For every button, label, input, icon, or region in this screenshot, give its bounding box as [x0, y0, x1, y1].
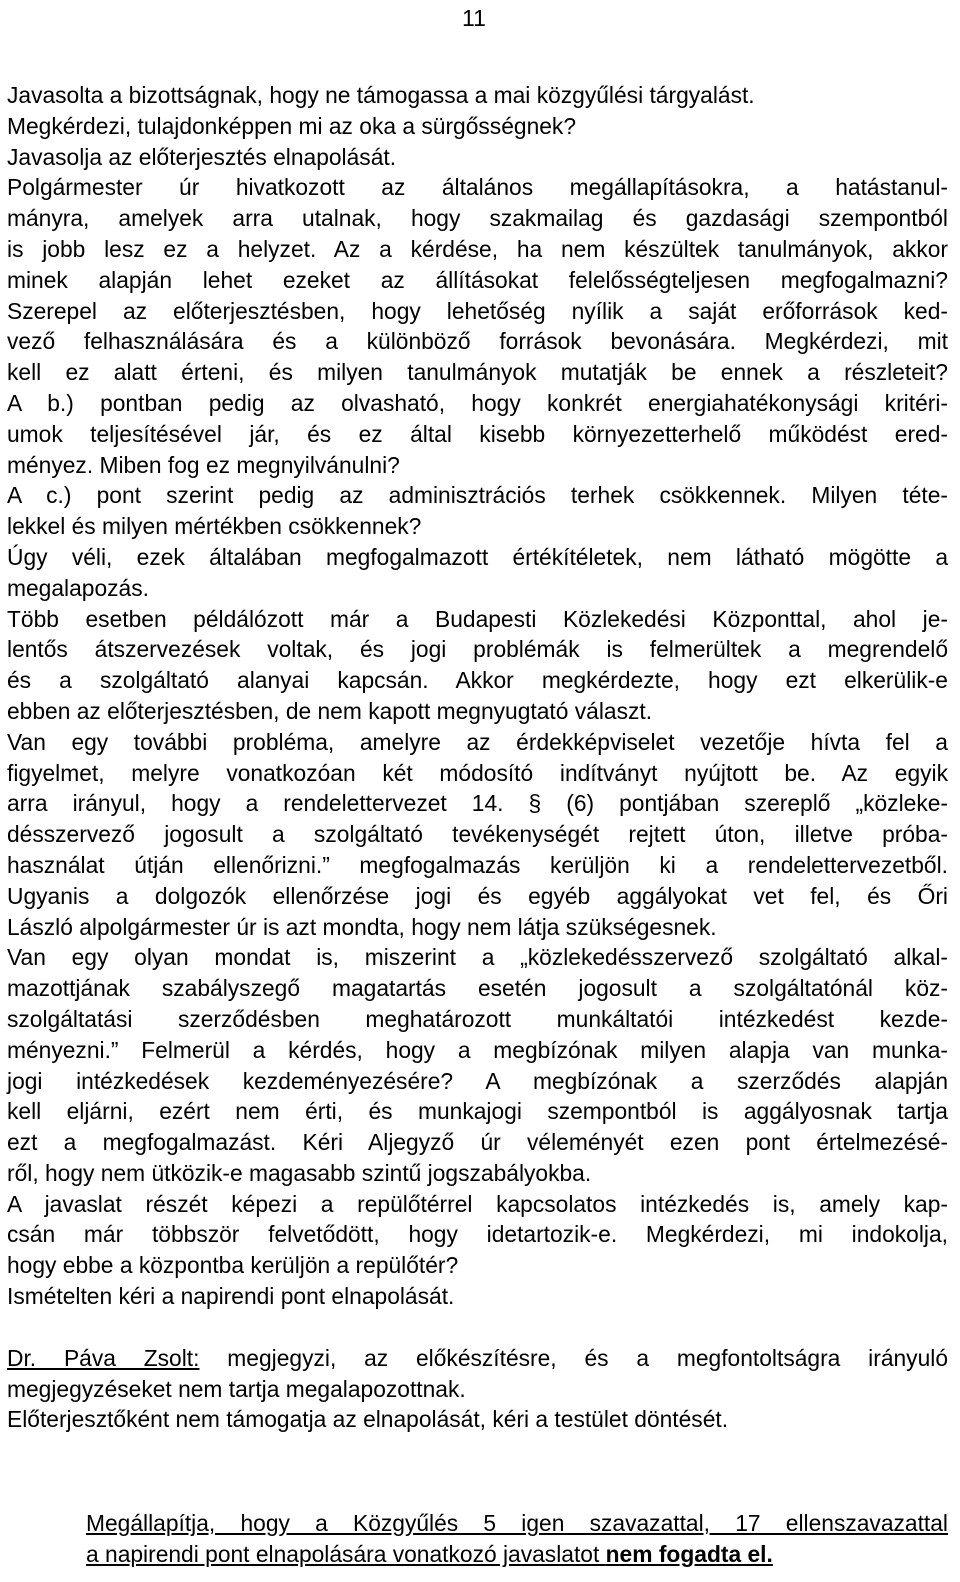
- speaker-name: Dr. Páva Zsolt:: [7, 1344, 200, 1371]
- text-line: használat útján ellenőrizni.” megfogalmazás kerüljön ki a rendelettervezetből.: [7, 851, 948, 878]
- text-line: Polgármester úr hivatkozott az általános megállapításokra, a hatástanul-: [7, 174, 948, 201]
- text-line: Megkérdezi, tulajdonképpen mi az oka a sürgősségnek?: [7, 112, 576, 139]
- text-line: lentős átszervezések voltak, és jogi problémák is felmerültek a megrendelő: [7, 636, 948, 663]
- text-line: A javaslat részét képezi a repülőtérrel kapcsolatos intézkedés is, amely kap-: [7, 1190, 948, 1217]
- text-line: arra irányul, hogy a rendelettervezet 14. § (6) pontjában szereplő „közleke-: [7, 790, 948, 817]
- text-line: kell ez alatt érteni, és milyen tanulmányok mutatják be ennek a részleteit?: [7, 359, 948, 386]
- minutes-body: [7, 80, 948, 1435]
- speaker-text: megjegyzi, az előkészítésre, és a megfontoltságra irányuló: [199, 1344, 948, 1371]
- paragraph-opposition-remarks: [7, 80, 948, 1312]
- text-line: jogi intézkedések kezdeményezésére? A megbízónak a szerződés alapján: [7, 1067, 948, 1094]
- text-line: ebben az előterjesztésben, de nem kapott megnyugtató választ.: [7, 697, 653, 724]
- text-line: Ugyanis a dolgozók ellenőrzése jogi és egyéb aggályokat vet fel, és Őri: [7, 882, 948, 909]
- text-line: A c.) pont szerint pedig az adminisztrációs terhek csökkennek. Milyen téte-: [7, 482, 948, 509]
- text-line: megalapozás.: [7, 574, 149, 601]
- text-line: minek alapján lehet ezeket az állításokat felelősségteljesen megfogalmazni?: [7, 266, 948, 293]
- text-line: umok teljesítésével jár, és ez által kisebb környezetterhelő működést ered-: [7, 420, 948, 447]
- text-line: A b.) pontban pedig az olvasható, hogy konkrét energiahatékonysági kritéri-: [7, 389, 948, 416]
- text-line: figyelmet, melyre vonatkozóan két módosító indítványt nyújtott be. Az egyik: [7, 759, 948, 786]
- text-line: kell eljárni, ezért nem érti, és munkajogi szempontból is aggályosnak tartja: [7, 1098, 948, 1125]
- text-line: lekkel és milyen mértékben csökkennek?: [7, 513, 422, 540]
- text-line: mazottjának szabályszegő magatartás esetén jogosult a szolgáltatónál köz-: [7, 975, 948, 1002]
- resolution-line: Megállapítja, hogy a Közgyűlés 5 igen szavazattal, 17 ellenszavazattal: [86, 1510, 948, 1536]
- resolution-text: a napirendi pont elnapolására vonatkozó javaslatot: [86, 1540, 606, 1567]
- page-number: 11: [462, 5, 486, 31]
- paragraph-mayor-response: [7, 1343, 948, 1435]
- resolution-line: [86, 1539, 948, 1570]
- text-line: hogy ebbe a központba kerüljön a repülőtér?: [7, 1252, 459, 1279]
- resolution-outcome: nem fogadta el.: [605, 1540, 773, 1567]
- text-line: vező felhasználására és a különböző források bevonására. Megkérdezi, mit: [7, 328, 948, 355]
- text-line: Úgy véli, ezek általában megfogalmazott értékítéletek, nem látható mögötte a: [7, 543, 948, 570]
- text-line: mányra, amelyek arra utalnak, hogy szakmailag és gazdasági szempontból: [7, 205, 948, 232]
- text-line: Javasolta a bizottságnak, hogy ne támogassa a mai közgyűlési tárgyalást.: [7, 82, 755, 108]
- text-line: megjegyzéseket nem tartja megalapozottnak.: [7, 1375, 466, 1402]
- text-line: László alpolgármester úr is azt mondta, hogy nem látja szükségesnek.: [7, 913, 717, 940]
- text-line: és a szolgáltató alanyai kapcsán. Akkor megkérdezte, hogy ezt elkerülik-e: [7, 667, 948, 694]
- text-line: Előterjesztőként nem támogatja az elnapolását, kéri a testület döntését.: [7, 1406, 729, 1433]
- text-line: Szerepel az előterjesztésben, hogy lehetőség nyílik a saját erőforrások ked-: [7, 297, 948, 324]
- text-line: is jobb lesz ez a helyzet. Az a kérdése, ha nem készültek tanulmányok, akkor: [7, 235, 948, 262]
- text-line: Javasolja az előterjesztés elnapolását.: [7, 143, 397, 170]
- text-line: szolgáltatási szerződésben meghatározott munkáltatói intézkedést kezde-: [7, 1005, 948, 1032]
- text-line: Több esetben példálózott már a Budapesti Közlekedési Központtal, ahol je-: [7, 605, 948, 632]
- text-line: ményez. Miben fog ez megnyilvánulni?: [7, 451, 400, 478]
- text-line: csán már többször felvetődött, hogy idetartozik-e. Megkérdezi, mi indokolja,: [7, 1221, 948, 1248]
- resolution-statement: [86, 1508, 948, 1570]
- speaker-line: [7, 1343, 948, 1374]
- text-line: Van egy olyan mondat is, miszerint a „közlekedésszervező szolgáltató alkal-: [7, 944, 948, 971]
- text-line: ezt a megfogalmazást. Kéri Aljegyző úr véleményét ezen pont értelmezésé-: [7, 1129, 948, 1156]
- paragraph-spacer: [7, 1312, 948, 1343]
- text-line: ményezni.” Felmerül a kérdés, hogy a megbízónak milyen alapja van munka-: [7, 1036, 948, 1063]
- text-line: Van egy további probléma, amelyre az érdekképviselet vezetője hívta fel a: [7, 728, 948, 755]
- text-line: désszervező jogosult a szolgáltató tevékenységét rejtett úton, illetve próba-: [7, 821, 948, 848]
- text-line: Ismételten kéri a napirendi pont elnapolását.: [7, 1283, 455, 1310]
- text-line: ről, hogy nem ütközik-e magasabb szintű jogszabályokba.: [7, 1159, 592, 1186]
